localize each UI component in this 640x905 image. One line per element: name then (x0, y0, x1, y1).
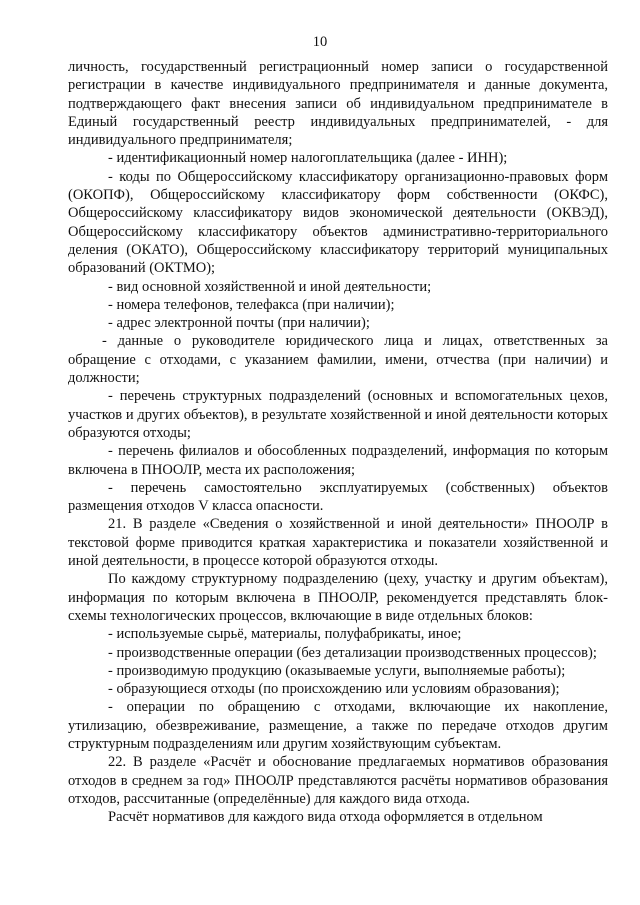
list-item-waste-handling: - операции по обращению с отходами, включающие их накопление, утилизацию, обезвреживание, размещение, а также по передаче отходов другим структурным подразделениям или другим хозяйствующим субъектам. (68, 699, 608, 752)
paragraph-calculation: Расчёт нормативов для каждого вида отхода оформляется в отдельном (108, 809, 543, 826)
list-item-disposal-sites: - перечень самостоятельно эксплуатируемых (собственных) объектов размещения отходов V класса опасности. (68, 479, 608, 515)
page-number: 10 (312, 34, 328, 50)
paragraph-continuation: личность, государственный регистрационный номер записи о государственной регистрации в качестве индивидуального предпринимателя и данные документа, подтверждающего факт внесения записи об индивидуальном предпринимателе в Единый государственный реестр индивидуальных предпринимателей, - для индивидуального предпринимателя; (68, 59, 608, 149)
paragraph-21: 21. В разделе «Сведения о хозяйственной и иной деятельности» ПНООЛР в текстовой форме приводится краткая характеристика и показатели хозяйственной и иной деятельности, в процессе которой образуются отходы. (68, 516, 608, 570)
document-body (68, 58, 608, 826)
list-item-manager: - данные о руководителе юридического лица и лицах, ответственных за обращение с отходами, с указанием фамилии, имени, отчества (при наличии) и должности; (68, 333, 608, 387)
paragraph-flowcharts: По каждому структурному подразделению (цеху, участку и другим объектам), информация по которым включена в ПНООЛР, рекомендуется представлять блок-схемы технологических процессов, включающие в виде отдельных блоков: (68, 571, 608, 624)
list-item-waste: - образующиеся отходы (по происхождению или условиям образования); (108, 681, 560, 698)
list-item-inn: - идентификационный номер налогоплательщика (далее - ИНН); (108, 150, 508, 167)
list-item-branches: - перечень филиалов и обособленных подразделений, информация по которым включена в ПНООЛР, места их расположения; (68, 443, 608, 478)
list-item-raw-materials: - используемые сырьё, материалы, полуфабрикаты, иное; (108, 626, 462, 643)
list-item-email: - адрес электронной почты (при наличии); (108, 315, 370, 332)
list-item-products: - производимую продукцию (оказываемые услуги, выполняемые работы); (108, 662, 566, 679)
list-item-codes: - коды по Общероссийскому классификатору организационно-правовых форм (ОКОПФ), Общероссийскому классификатору форм собственности (ОКФС), Общероссийскому классификатору видов экономической деятельности (ОКВЭД), Общероссийскому классификатору объектов административно-территориального деления (ОКАТО), Общероссийскому классификатору территорий муниципальных образований (ОКТМО); (68, 168, 608, 277)
list-item-phones: - номера телефонов, телефакса (при наличии); (108, 296, 395, 313)
list-item-subdivisions: - перечень структурных подразделений (основных и вспомогательных цехов, участков и других объектов), в результате хозяйственной и иной деятельности которых образуются отходы; (68, 388, 608, 441)
list-item-operations: - производственные операции (без детализации производственных процессов); (108, 644, 597, 661)
paragraph-22: 22. В разделе «Расчёт и обоснование предлагаемых нормативов образования отходов в среднем за год» ПНООЛР представляются расчёты нормативов образования отходов, рассчитанные (определённые) для каждого вида отхода. (68, 754, 608, 807)
list-item-activity: - вид основной хозяйственной и иной деятельности; (108, 278, 432, 295)
